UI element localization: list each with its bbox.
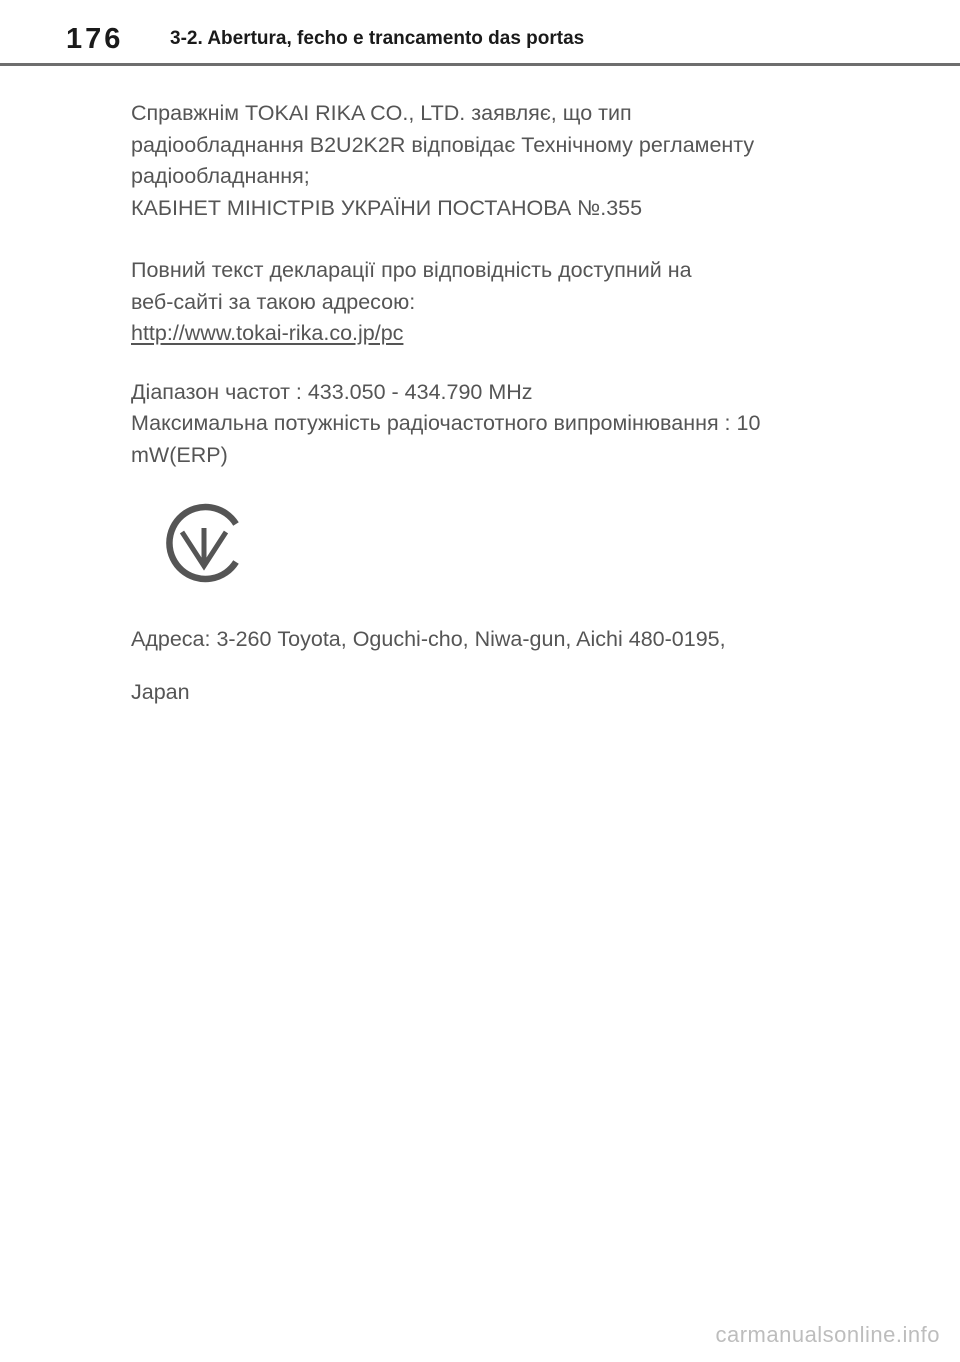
declaration-line-4: КАБІНЕТ МІНІСТРІВ УКРАЇНИ ПОСТАНОВА №.355 — [131, 195, 643, 220]
watermark: carmanualsonline.info — [715, 1322, 940, 1347]
ukrainian-conformity-mark-icon — [164, 502, 244, 584]
declaration-content — [131, 98, 803, 471]
fulltext-line-1: Повний текст декларації про відповідність доступний на — [131, 258, 692, 282]
page-header — [0, 0, 960, 66]
manufacturer-address — [131, 602, 803, 730]
max-power-line-1: Максимальна потужність радіочастотного випромінювання : 10 — [131, 411, 761, 435]
conformity-mark-graphic — [164, 502, 244, 584]
max-power-line-2: mW(ERP) — [131, 442, 228, 467]
declaration-line-3: радіообладнання; — [131, 164, 310, 188]
header-divider — [0, 63, 960, 66]
section-title: 3-2. Abertura, fecho e trancamento das portas — [170, 28, 585, 49]
paragraph-gap — [131, 350, 803, 377]
declaration-line-2: радіообладнання B2U2K2R відповідає Технічному регламенту — [131, 132, 755, 157]
page-number: 176 — [66, 23, 124, 55]
declaration-url-link[interactable]: http://www.tokai-rika.co.jp/pc — [131, 321, 404, 345]
frequency-range: Діапазон частот : 433.050 - 434.790 MHz — [131, 379, 533, 404]
declaration-line-1: Справжнім TOKAI RIKA CO., LTD. заявляє, що тип — [131, 101, 632, 125]
fulltext-line-2: веб-сайті за такою адресою: — [131, 289, 416, 314]
paragraph-gap — [131, 224, 803, 255]
address-line-2: Japan — [131, 679, 190, 704]
address-line-1: Адреса: 3-260 Toyota, Oguchi-cho, Niwa-gun, Aichi 480-0195, — [131, 626, 726, 651]
